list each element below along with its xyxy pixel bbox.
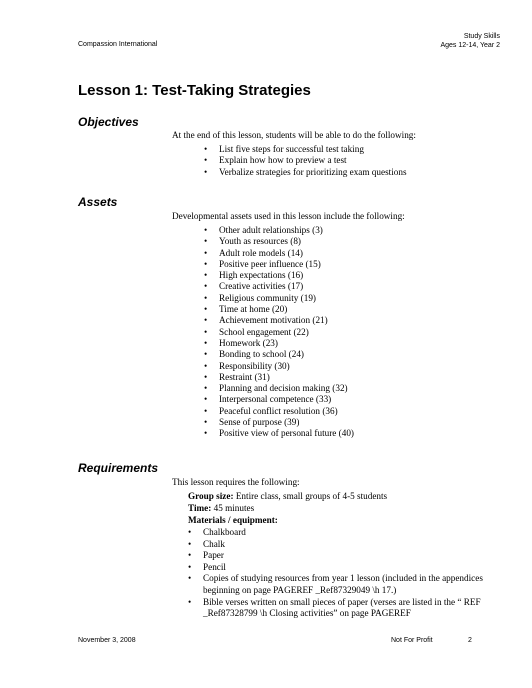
asset-item	[204, 428, 354, 439]
bullet-icon: •	[188, 527, 192, 537]
asset-item	[204, 293, 354, 304]
material-item	[188, 539, 493, 551]
bullet-icon: •	[204, 270, 208, 281]
asset-item-text: School engagement (22)	[219, 326, 309, 337]
asset-item	[204, 394, 354, 405]
asset-item	[204, 281, 354, 292]
material-item-text: Pencil	[203, 561, 226, 572]
objectives-intro: At the end of this lesson, students will be able to do the following:	[172, 130, 416, 140]
material-item-text: Chalk	[203, 538, 225, 549]
asset-item-text: Other adult relationships (3)	[219, 225, 323, 235]
assets-intro: Developmental assets used in this lesson include the following:	[172, 211, 405, 221]
asset-item-text: Positive peer influence (15)	[219, 258, 321, 269]
asset-item-text: Restraint (31)	[219, 371, 270, 382]
header-right	[440, 32, 500, 50]
material-item	[188, 597, 493, 620]
bullet-icon: •	[204, 337, 208, 348]
asset-item-text: Planning and decision making (32)	[219, 383, 348, 394]
material-item-text: Copies of studying resources from year 1 lesson (included in the appendices beginning on page PAGEREF _Ref87329049 \h 17.)	[203, 573, 483, 595]
asset-item	[204, 315, 354, 326]
asset-item	[204, 327, 354, 338]
asset-item-text: Positive view of personal future (40)	[219, 428, 354, 439]
bullet-icon: •	[188, 538, 192, 549]
bullet-icon: •	[204, 394, 208, 405]
asset-item	[204, 361, 354, 372]
material-item-text: Chalkboard	[203, 527, 246, 537]
time-line	[188, 503, 254, 514]
asset-item-text: Religious community (19)	[219, 292, 316, 303]
group-size-value: Entire class, small groups of 4-5 students	[233, 491, 388, 501]
asset-item	[204, 383, 354, 394]
asset-item	[204, 349, 354, 360]
bullet-icon: •	[204, 281, 208, 292]
asset-item-text: Homework (23)	[219, 337, 278, 348]
objectives-heading: Objectives	[78, 115, 139, 129]
footer-page: 2	[468, 637, 472, 644]
bullet-icon: •	[204, 292, 208, 303]
header-org: Compassion International	[78, 41, 158, 48]
asset-item	[204, 248, 354, 259]
time-label: Time:	[188, 503, 212, 513]
bullet-icon: •	[204, 247, 208, 258]
bullet-icon: •	[204, 371, 208, 382]
material-item-text: Paper	[203, 550, 224, 561]
assets-heading: Assets	[78, 195, 118, 209]
objective-item	[204, 155, 407, 166]
asset-item	[204, 270, 354, 281]
bullet-icon: •	[188, 596, 192, 607]
bullet-icon: •	[204, 225, 208, 235]
bullet-icon: •	[188, 550, 192, 561]
requirements-heading: Requirements	[78, 461, 159, 475]
group-size-label: Group size:	[188, 491, 234, 501]
asset-item-text: Peaceful conflict resolution (36)	[219, 405, 338, 416]
asset-item	[204, 236, 354, 247]
header-subject: Study Skills	[463, 33, 500, 40]
asset-item-text: Interpersonal competence (33)	[219, 394, 332, 405]
bullet-icon: •	[188, 573, 192, 584]
bullet-icon: •	[204, 258, 208, 269]
header-audience: Ages 12-14, Year 2	[440, 42, 500, 49]
asset-item	[204, 259, 354, 270]
material-item	[188, 562, 493, 574]
objective-item-text: Explain how how to preview a test	[219, 155, 347, 166]
materials-list	[188, 527, 493, 620]
assets-list	[204, 225, 354, 440]
bullet-icon: •	[204, 155, 208, 166]
bullet-icon: •	[188, 561, 192, 572]
bullet-icon: •	[204, 304, 208, 315]
material-item-text: Bible verses written on small pieces of paper (verses are listed in the “ REF _Ref87328799 \h Closing activities” on page PAGEREF	[203, 596, 481, 619]
bullet-icon: •	[204, 144, 208, 154]
asset-item	[204, 225, 354, 236]
objective-item	[204, 144, 407, 155]
asset-item-text: Responsibility (30)	[219, 360, 290, 371]
objectives-list	[204, 144, 407, 178]
asset-item	[204, 304, 354, 315]
asset-item-text: Time at home (20)	[219, 304, 288, 315]
bullet-icon: •	[204, 417, 208, 428]
asset-item	[204, 417, 354, 428]
bullet-icon: •	[204, 349, 208, 360]
materials-label: Materials / equipment:	[188, 515, 278, 525]
bullet-icon: •	[204, 166, 208, 177]
footer-date: November 3, 2008	[78, 637, 136, 644]
bullet-icon: •	[204, 236, 208, 247]
footer-note: Not For Profit	[391, 637, 433, 644]
group-size-line	[188, 491, 387, 502]
material-item	[188, 550, 493, 562]
objective-item-text: List five steps for successful test taking	[219, 144, 364, 154]
bullet-icon: •	[204, 315, 208, 326]
asset-item	[204, 338, 354, 349]
asset-item-text: Achievement motivation (21)	[219, 315, 328, 326]
bullet-icon: •	[204, 428, 208, 439]
material-item	[188, 527, 493, 539]
bullet-icon: •	[204, 405, 208, 416]
requirements-intro: This lesson requires the following:	[172, 477, 300, 487]
page-title: Lesson 1: Test-Taking Strategies	[78, 82, 311, 99]
asset-item-text: Adult role models (14)	[219, 247, 303, 258]
asset-item-text: Sense of purpose (39)	[219, 417, 300, 428]
objective-item	[204, 167, 407, 178]
materials-line	[188, 515, 278, 526]
bullet-icon: •	[204, 360, 208, 371]
material-item	[188, 573, 493, 596]
asset-item	[204, 372, 354, 383]
time-value: 45 minutes	[211, 503, 255, 513]
asset-item-text: Youth as resources (8)	[219, 236, 301, 247]
asset-item-text: Bonding to school (24)	[219, 349, 304, 360]
objective-item-text: Verbalize strategies for prioritizing exam questions	[219, 166, 407, 177]
asset-item-text: High expectations (16)	[219, 270, 304, 281]
asset-item	[204, 406, 354, 417]
bullet-icon: •	[204, 326, 208, 337]
bullet-icon: •	[204, 383, 208, 394]
asset-item-text: Creative activities (17)	[219, 281, 304, 292]
